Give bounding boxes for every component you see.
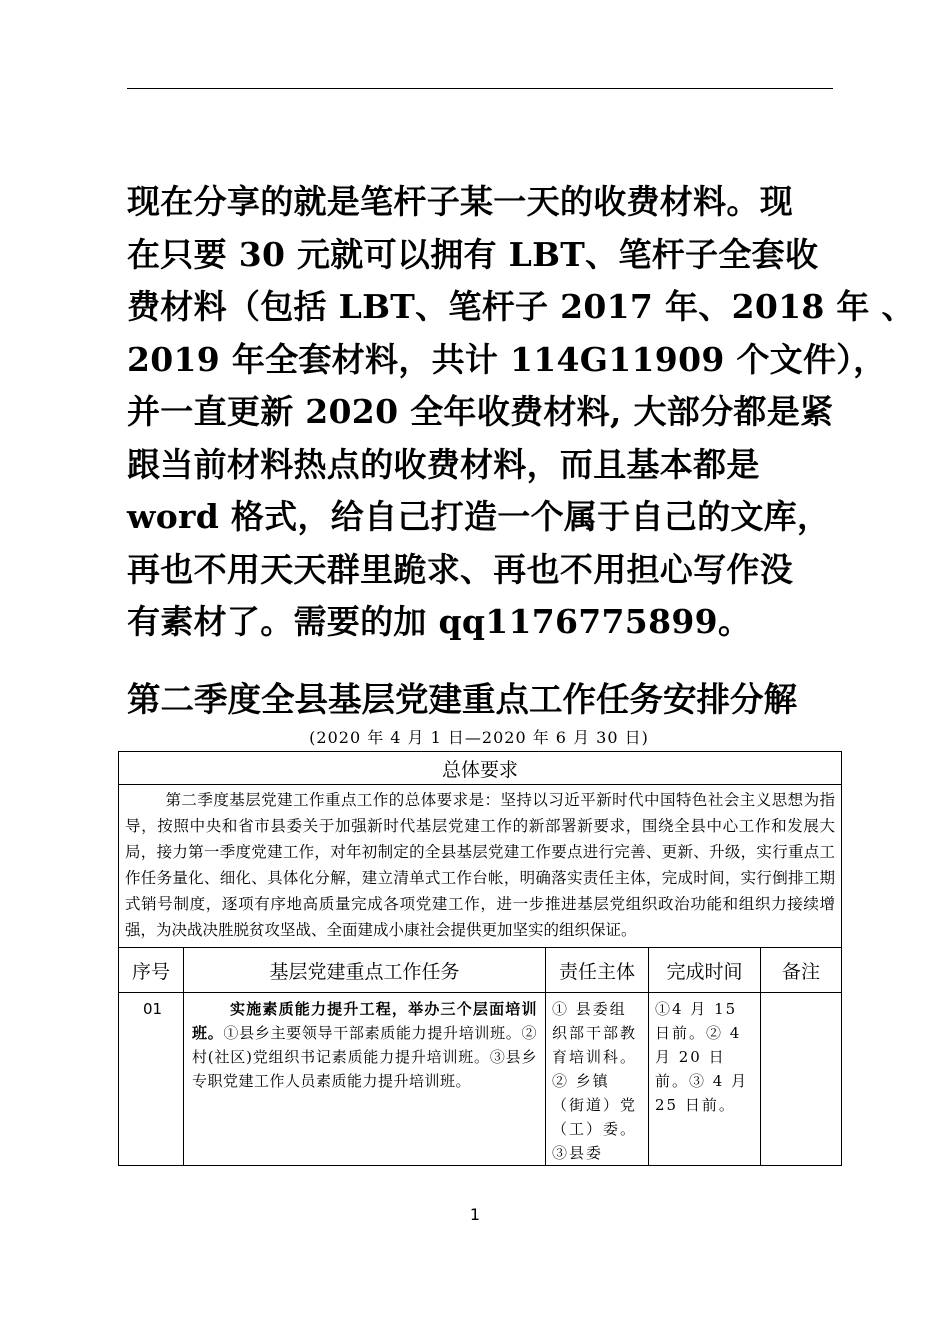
requirement-heading: 总体要求: [119, 752, 842, 785]
task-detail: ①县乡主要领导干部素质能力提升培训班。②村(社区)党组织书记素质能力提升培训班。③县乡专职党建工作人员素质能力提升培训班。: [192, 1024, 537, 1090]
column-header-owner: 责任主体: [546, 948, 649, 993]
row-note: [761, 993, 842, 1166]
promo-paragraph: [127, 176, 915, 649]
row-deadline: ①4 月 15 日前。② 4 月 20 日前。③ 4 月 25 日前。: [649, 993, 761, 1166]
table-row: [119, 993, 842, 1166]
row-owner: ① 县委组织部干部教育培训科。② 乡镇（街道）党（工）委。③县委: [546, 993, 649, 1166]
column-header-task: 基层党建重点工作任务: [184, 948, 546, 993]
task-lead: 实施素质能力提升工程，举办三个层面培训班。: [192, 1000, 537, 1042]
promo-line: 费材料（包括 LBT、笔杆子 2017 年、2018 年 、: [127, 287, 915, 326]
header-rule: [127, 88, 833, 89]
requirement-body: [119, 785, 842, 948]
promo-line: 现在分享的就是笔杆子某一天的收费材料。现: [127, 182, 793, 221]
task-table: [118, 751, 842, 1166]
page-number: 1: [469, 1205, 481, 1224]
promo-line: word 格式，给自己打造一个属于自己的文库，: [127, 497, 831, 536]
promo-line: 跟当前材料热点的收费材料，而且基本都是: [127, 444, 760, 484]
column-header-no: 序号: [119, 948, 184, 993]
document-date-range: (2020 年 4 月 1 日—2020 年 6 月 30 日): [309, 728, 649, 747]
promo-line: 并一直更新 2020 全年收费材料, 大部分都是紧: [127, 392, 834, 431]
column-header-time: 完成时间: [649, 948, 761, 993]
table-header-row: [119, 948, 842, 993]
document-title: 第二季度全县基层党建重点工作任务安排分解: [127, 680, 797, 719]
promo-line: 2019 年全套材料，共计 114G11909 个文件），: [127, 339, 887, 379]
row-number: 01: [119, 993, 184, 1166]
promo-line: 有素材了。需要的加 qq1176775899。: [127, 602, 752, 641]
promo-line: 在只要 30 元就可以拥有 LBT、笔杆子全套收: [127, 234, 819, 274]
promo-line: 再也不用天天群里跪求、再也不用担心写作没: [127, 549, 793, 589]
row-task: [184, 993, 546, 1166]
column-header-note: 备注: [761, 948, 842, 993]
requirement-text: 第二季度基层党建工作重点工作的总体要求是：坚持以习近平新时代中国特色社会主义思想为指导，按照中央和省市县委关于加强新时代基层党建工作的新部署新要求，围绕全县中心工作和发展大局，接力第一季度党建工作，对年初制定的全县基层党建工作要点进行完善、更新、升级，实行重点工作任务量化、细化、具体化分解，建立清单式工作台帐，明确落实责任主体，完成时间，实行倒排工期式销号制度，逐项有序地高质量完成各项党建工作，进一步推进基层党组织政治功能和组织力接续增强，为决战决胜脱贫攻坚战、全面建成小康社会提供更加坚实的组织保证。: [125, 791, 836, 939]
